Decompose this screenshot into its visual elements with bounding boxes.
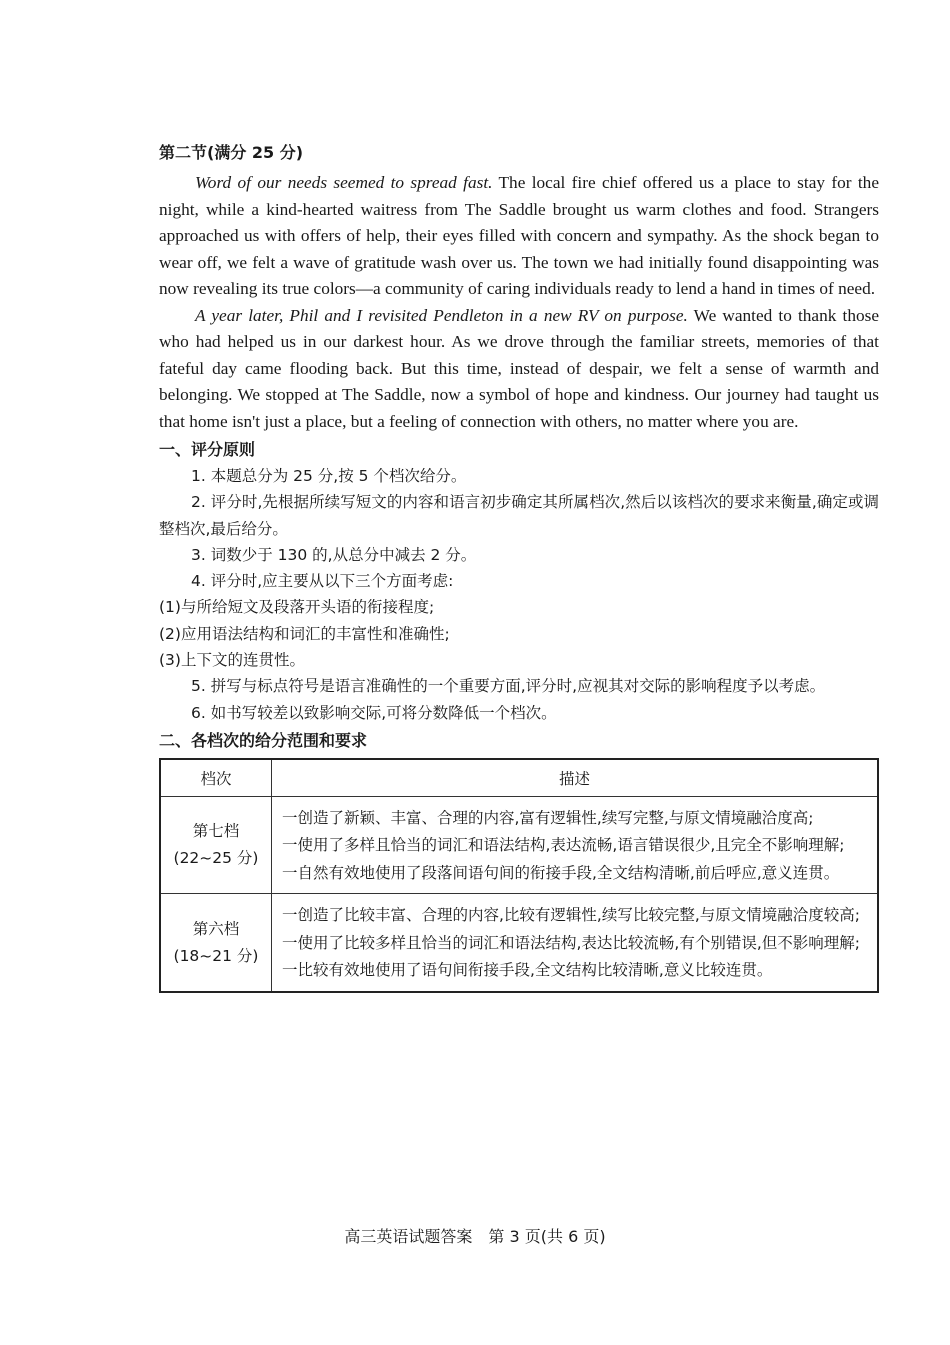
- description-cell: [272, 894, 879, 992]
- section-title: 第二节(满分 25 分): [159, 143, 304, 162]
- table-header-row: [160, 759, 878, 797]
- rule-item: 6. 如书写较差以致影响交际,可将分数降低一个档次。: [191, 703, 557, 722]
- passage-paragraph-2: [159, 303, 879, 436]
- rule-item: 4. 评分时,应主要从以下三个方面考虑:: [191, 572, 454, 591]
- rule-subitem: (1)与所给短文及段落开头语的衔接程度;: [159, 598, 435, 617]
- description-line: 一使用了多样且恰当的词汇和语法结构,表达流畅,语言错误很少,且完全不影响理解;: [282, 836, 845, 855]
- passage-paragraph-1: [159, 170, 879, 303]
- paragraph-lead: A year later, Phil and I revisited Pendleton in a new RV on purpose.: [195, 305, 688, 325]
- paragraph-lead: Word of our needs seemed to spread fast.: [195, 173, 493, 192]
- rule-item: 3. 词数少于 130 的,从总分中减去 2 分。: [191, 545, 477, 564]
- level-cell: [160, 796, 272, 894]
- rule-item: 5. 拼写与标点符号是语言准确性的一个重要方面,评分时,应视其对交际的影响程度予以考虑。: [191, 677, 826, 696]
- grading-heading: 二、各档次的给分范围和要求: [159, 730, 368, 750]
- rule-item: 1. 本题总分为 25 分,按 5 个档次给分。: [191, 467, 467, 485]
- level-name: 第七档: [192, 822, 240, 841]
- level-range: (18~21 分): [173, 946, 259, 965]
- description-line: 一比较有效地使用了语句间衔接手段,全文结构比较清晰,意义比较连贯。: [282, 961, 773, 980]
- column-header-description: 描述: [272, 759, 879, 797]
- column-header-level: 档次: [160, 759, 272, 797]
- description-cell: [272, 796, 879, 894]
- description-line: 一创造了比较丰富、合理的内容,比较有逻辑性,续写比较完整,与原文情境融洽度较高;: [282, 906, 861, 925]
- description-line: 一自然有效地使用了段落间语句间的衔接手段,全文结构清晰,前后呼应,意义连贯。: [282, 863, 840, 882]
- table-row: [160, 796, 878, 894]
- description-line: 一创造了新颖、丰富、合理的内容,富有逻辑性,续写完整,与原文情境融洽度高;: [282, 808, 814, 827]
- principles-heading: 一、评分原则: [159, 440, 256, 459]
- level-cell: [160, 894, 272, 992]
- rule-item: 2. 评分时,先根据所续写短文的内容和语言初步确定其所属档次,然后以该档次的要求来衡量,确定或调整档次,最后给分。: [159, 493, 879, 538]
- description-line: 一使用了比较多样且恰当的词汇和语法结构,表达比较流畅,有个别错误,但不影响理解;: [282, 933, 861, 952]
- table-row: [160, 894, 878, 992]
- paragraph-body: We wanted to thank those who had helped us in our darkest hour. As we drove through the familiar streets, memories of that fateful day came flooding back. But this time, instead of despair, we felt a sense of warmth and belonging. We stopped at The Saddle, now a symbol of hope and kindness. Our journey had taught us that home isn't just a place, but a feeling of connection with others, no matter where you are.: [159, 305, 879, 431]
- page-footer: 高三英语试题答案 第 3 页(共 6 页): [344, 1227, 606, 1246]
- level-name: 第六档: [192, 919, 240, 938]
- rule-subitem: (2)应用语法结构和词汇的丰富性和准确性;: [159, 624, 450, 643]
- level-range: (22~25 分): [173, 849, 259, 868]
- paragraph-body: The local fire chief offered us a place to stay for the night, while a kind-hearted waitress from The Saddle brought us warm clothes and food. Strangers approached us with offers of help, their eyes filled with concern and sympathy. As the shock began to wear off, we felt a wave of gratitude wash over us. The town we had initially found disappointing was now revealing its true colors—a community of caring individuals ready to lend a hand in times of need.: [159, 173, 879, 298]
- rule-subitem: (3)上下文的连贯性。: [159, 651, 305, 670]
- answer-page: [159, 140, 879, 993]
- grading-table: [159, 758, 879, 993]
